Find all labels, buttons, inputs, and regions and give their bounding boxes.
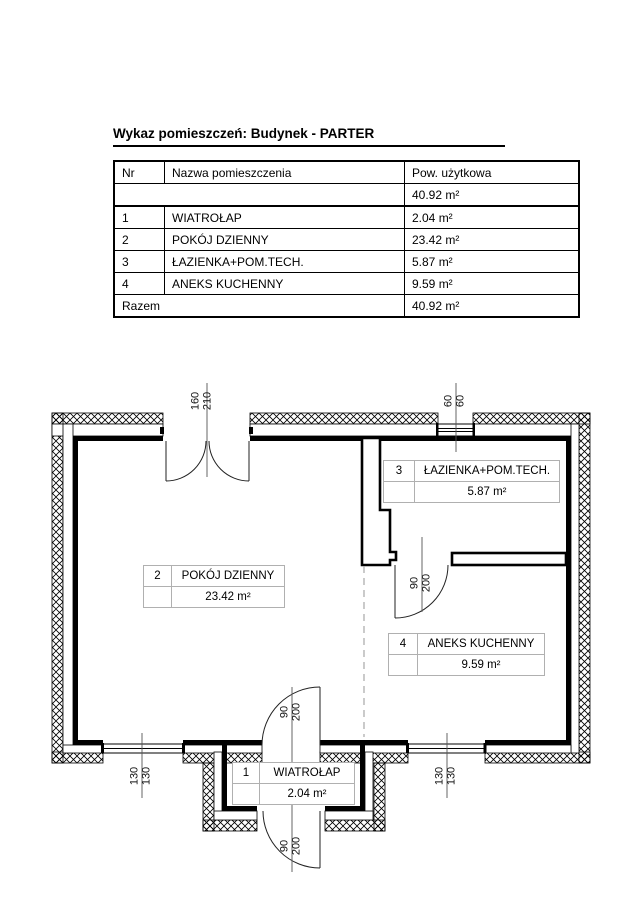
col-header-name: Nazwa pomieszczenia — [165, 161, 405, 184]
room-label-bathroom — [383, 460, 560, 503]
room-area: 9.59 m² — [461, 659, 501, 671]
dim-value: 200 — [420, 573, 432, 593]
row-name: ANEKS KUCHENNY — [165, 273, 405, 295]
room-number-empty — [233, 784, 260, 804]
col-header-area: Pow. użytkowa — [405, 161, 580, 184]
room-label-living — [143, 565, 285, 608]
room-number-empty — [389, 655, 418, 675]
row-nr: 1 — [114, 206, 165, 229]
room-name: ŁAZIENKA+POM.TECH. — [423, 465, 551, 477]
row-area: 9.59 m² — [405, 273, 580, 295]
dim-value: 130 — [433, 766, 446, 786]
room-number: 1 — [233, 763, 260, 783]
room-area: 5.87 m² — [467, 486, 507, 498]
row-name: ŁAZIENKA+POM.TECH. — [165, 251, 405, 273]
dimension-label-right-window — [435, 767, 458, 785]
col-header-nr: Nr — [114, 161, 165, 184]
footer-area: 40.92 m² — [405, 295, 580, 318]
row-area: 5.87 m² — [405, 251, 580, 273]
row-nr: 3 — [114, 251, 165, 273]
dim-value: 130 — [128, 766, 141, 786]
room-area: 23.42 m² — [205, 591, 251, 603]
room-area: 2.04 m² — [287, 788, 327, 800]
dim-value: 130 — [445, 766, 457, 786]
row-area: 23.42 m² — [405, 229, 580, 251]
room-name: POKÓJ DZIENNY — [181, 570, 275, 582]
room-number: 3 — [384, 461, 415, 481]
row-area: 2.04 m² — [405, 206, 580, 229]
room-name: WIATROŁAP — [273, 767, 341, 779]
room-number: 2 — [144, 566, 172, 586]
page-title: Wykaz pomieszczeń: Budynek - PARTER — [113, 126, 375, 141]
room-label-vestibule — [232, 762, 355, 805]
dim-value: 90 — [278, 839, 291, 853]
dimension-label-bath-door — [410, 574, 433, 592]
dimension-label-vestibule-inner-door — [280, 703, 303, 721]
room-label-kitchen — [388, 633, 545, 676]
total-area-top: 40.92 m² — [405, 184, 580, 207]
dim-value: 130 — [140, 766, 152, 786]
row-name: POKÓJ DZIENNY — [165, 229, 405, 251]
room-number: 4 — [389, 634, 418, 654]
room-name: ANEKS KUCHENNY — [427, 638, 535, 650]
room-number-empty — [144, 587, 172, 607]
dimension-label-left-window — [130, 767, 153, 785]
dim-value: 200 — [290, 836, 302, 856]
room-number-empty — [384, 482, 415, 502]
row-nr: 2 — [114, 229, 165, 251]
dim-value: 200 — [290, 702, 302, 722]
row-name: WIATROŁAP — [165, 206, 405, 229]
footer-label: Razem — [114, 295, 405, 318]
dim-value: 90 — [408, 576, 421, 590]
dim-value: 90 — [278, 705, 291, 719]
dim-value: 210 — [201, 391, 213, 411]
dimension-label-vestibule-outer-door — [280, 837, 303, 855]
row-nr: 4 — [114, 273, 165, 295]
dim-value: 60 — [454, 394, 466, 408]
dim-value: 160 — [189, 391, 202, 411]
dimension-label-bath-window — [444, 395, 467, 407]
dim-value: 60 — [442, 394, 455, 408]
dimension-label-entry-door — [191, 392, 214, 410]
